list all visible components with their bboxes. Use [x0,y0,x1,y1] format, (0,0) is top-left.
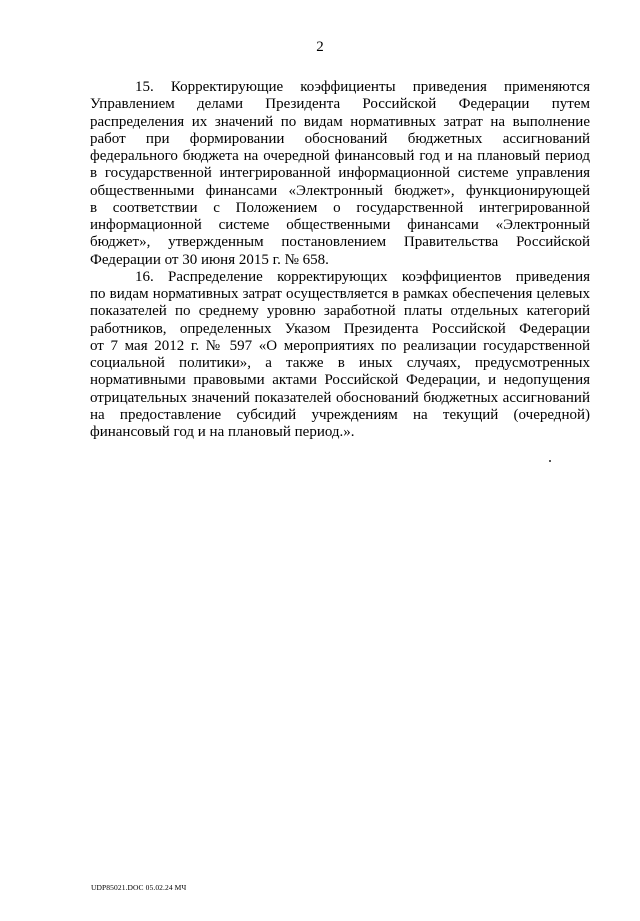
text-line: информационной системе общественными финансами «Электронный [90,217,590,233]
page-number: 2 [316,39,324,55]
text-line: в государственной интегрированной информационной системе управления [90,165,590,182]
scan-speck [549,460,551,462]
text-line: работ при формировании обоснований бюджетных ассигнований [90,130,590,147]
text-line: федерального бюджета на очередной финансовый год и на плановый период [90,148,590,164]
text-line: Управлением делами Президента Российской Федерации путем [90,96,590,113]
text-line: показателей по среднему уровню заработной платы отдельных категорий [90,303,590,320]
text-line: финансовый год и на плановый период.». [90,424,355,440]
text-line: 16. Распределение корректирующих коэффициентов приведения [135,268,590,285]
text-line: отрицательных значений показателей обоснований бюджетных ассигнований [90,389,590,406]
text-line: Федерации от 30 июня 2015 г. № 658. [90,251,329,268]
footer-file-id: UDP85021.DOC 05.02.24 МЧ [91,883,187,892]
text-line: по видам нормативных затрат осуществляется в рамках обеспечения целевых [90,286,590,302]
text-line: нормативными правовыми актами Российской Федерации, и недопущения [90,372,590,389]
text-line: 15. Корректирующие коэффициенты приведения применяются [135,79,590,95]
paragraph-16 [90,269,590,442]
paragraph-15 [90,79,590,269]
text-line: работников, определенных Указом Президента Российской Федерации [90,320,590,337]
text-line: от 7 мая 2012 г. № 597 «О мероприятиях по реализации государственной [90,337,590,354]
document-body [90,79,590,441]
text-line: на предоставление субсидий учреждениям на текущий (очередной) [90,406,590,423]
text-line: социальной политики», а также в иных случаях, предусмотренных [90,355,590,371]
text-line: распределения их значений по видам нормативных затрат на выполнение [90,113,590,130]
text-line: в соответствии с Положением о государственной интегрированной [90,199,590,216]
text-line: общественными финансами «Электронный бюджет», функционирующей [90,182,590,199]
text-line: бюджет», утвержденным постановлением Правительства Российской [90,234,590,251]
